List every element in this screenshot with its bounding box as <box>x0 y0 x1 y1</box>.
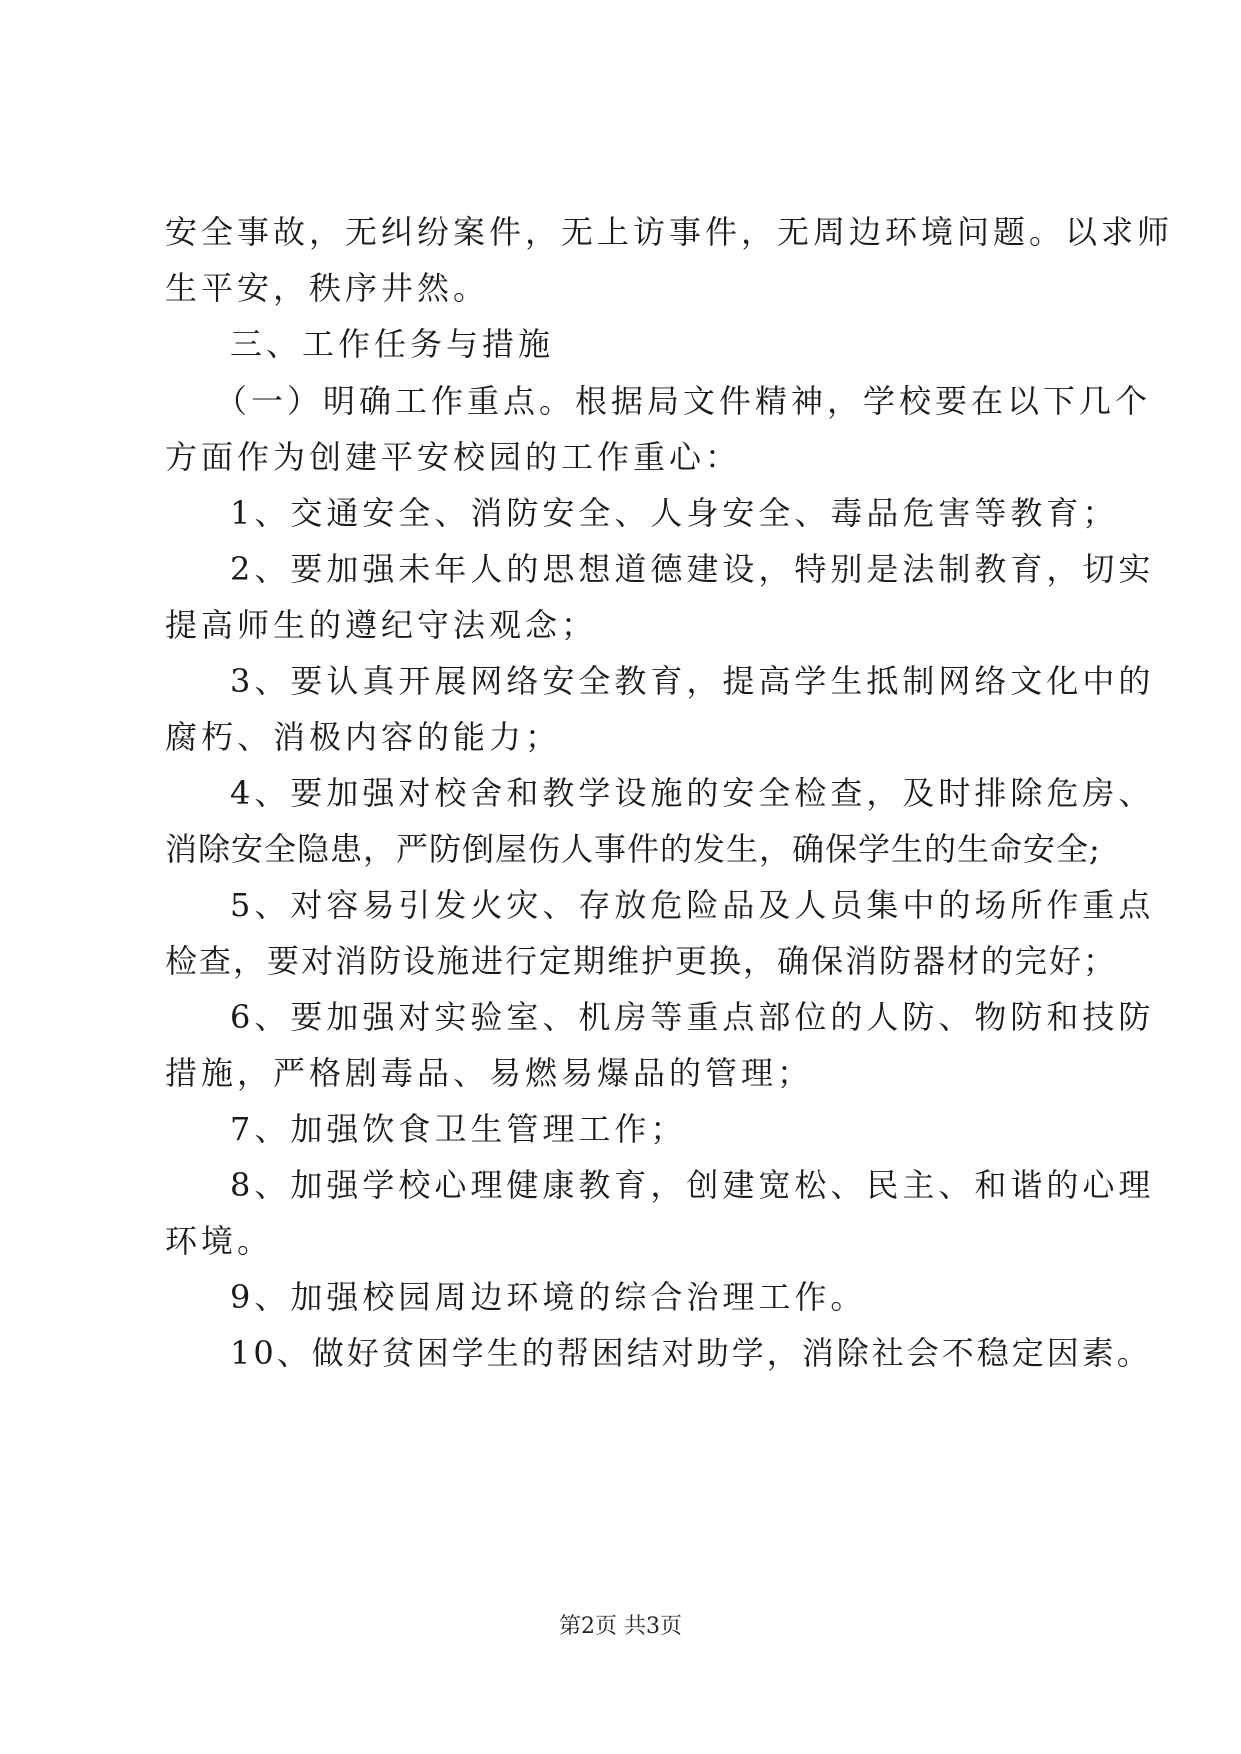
paragraph-line: （一）明确工作重点。根据局文件精神，学校要在以下几个 <box>215 382 1152 420</box>
list-item: 4、要加强对校舍和教学设施的安全检查，及时排除危房、 <box>230 774 1155 812</box>
paragraph-line: 安全事故，无纠纷案件，无上访事件，无周边环境问题。以求师 <box>165 213 1174 251</box>
paragraph-line: 方面作为创建平安校园的工作重心： <box>165 438 742 476</box>
paragraph-line: 提高师生的遵纪守法观念； <box>165 606 598 644</box>
paragraph-line: 消除安全隐患，严防倒屋伤人事件的发生，确保学生的生命安全; <box>165 830 1101 868</box>
list-item: 7、加强饮食卫生管理工作； <box>230 1110 687 1148</box>
list-item: 8、加强学校心理健康教育，创建宽松、民主、和谐的心理 <box>230 1166 1155 1204</box>
section-heading: 三、工作任务与措施 <box>230 325 555 363</box>
list-item: 3、要认真开展网络安全教育，提高学生抵制网络文化中的 <box>230 662 1155 700</box>
list-item: 9、加强校园周边环境的综合治理工作。 <box>230 1278 867 1316</box>
paragraph-line: 腐朽、消极内容的能力； <box>165 718 562 756</box>
list-item: 5、对容易引发火灾、存放危险品及人员集中的场所作重点 <box>230 886 1155 924</box>
page-number-footer: 第2页 共3页 <box>559 1614 682 1639</box>
list-item: 1、交通安全、消防安全、人身安全、毒品危害等教育； <box>230 494 1119 532</box>
paragraph-line: 环境。 <box>165 1222 274 1260</box>
paragraph-line: 措施，严格剧毒品、易燃易爆品的管理； <box>165 1054 814 1092</box>
list-item: 2、要加强未年人的思想道德建设，特别是法制教育，切实 <box>230 550 1155 588</box>
paragraph-line: 生平安，秩序井然。 <box>165 269 490 307</box>
list-item: 10、做好贫困学生的帮困结对助学，消除社会不稳定因素。 <box>230 1334 1152 1372</box>
paragraph-line: 检查，要对消防设施进行定期维护更换，确保消防器材的完好； <box>165 942 1118 980</box>
list-item: 6、要加强对实验室、机房等重点部位的人防、物防和技防 <box>230 998 1155 1036</box>
